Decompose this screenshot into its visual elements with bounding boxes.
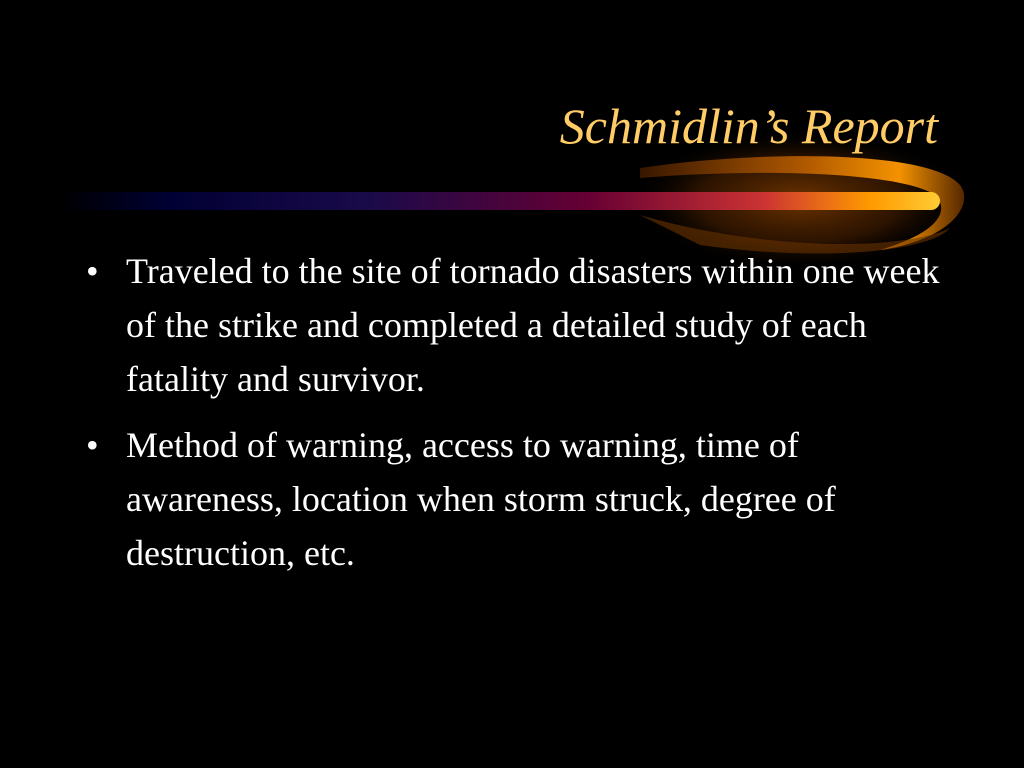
bullet-item-1: [86, 244, 946, 406]
slide-title: Schmidlin’s Report: [559, 98, 938, 154]
bullet-item-2: [86, 418, 946, 580]
bullet-marker: •: [86, 425, 99, 465]
bullet-text: Method of warning, access to warning, time of awareness, location when storm struck, degree of destruction, etc.: [126, 425, 836, 573]
accent-bar: [60, 192, 940, 210]
bullet-list: [86, 244, 946, 592]
bullet-text: Traveled to the site of tornado disasters within one week of the strike and completed a detailed study of each fatality and survivor.: [126, 251, 940, 399]
bullet-marker: •: [86, 251, 99, 291]
